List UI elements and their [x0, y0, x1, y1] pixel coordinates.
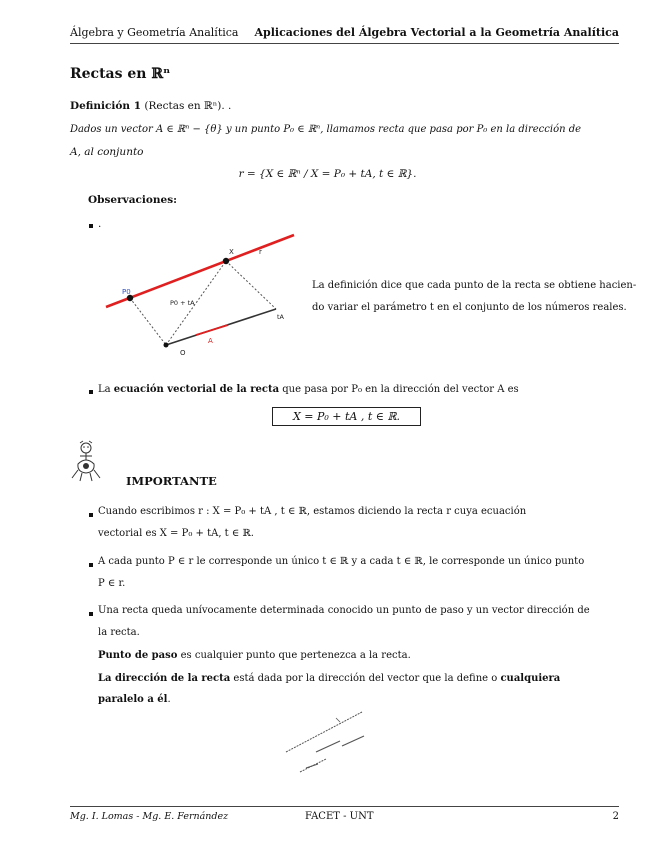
bullet-marker — [89, 563, 93, 567]
punto-de-paso-text — [98, 646, 411, 666]
definition-formula: r = {X ∈ ℝⁿ / X = P₀ + tA, t ∈ ℝ}. — [238, 168, 417, 180]
vector-equation-text — [98, 380, 519, 400]
running-header-left: Álgebra y Geometría Analítica — [70, 26, 239, 39]
punto-de-paso-rest: es cualquier punto que pertenezca a la recta. — [177, 650, 411, 661]
warning-figure-icon — [68, 440, 104, 482]
bullet-marker — [89, 390, 93, 394]
observation-dot: . — [98, 218, 102, 230]
bullet-marker — [89, 513, 93, 517]
definition-line-2: A, al conjunto — [70, 146, 144, 158]
figure-caption-line-2: do variar el parámetro t en el conjunto de los números reales. — [312, 302, 627, 313]
vector-eq-pre: La — [98, 384, 114, 395]
vector-p0 — [130, 298, 166, 345]
direction-text-line-1 — [98, 669, 560, 689]
translation-line — [226, 261, 276, 309]
footer-rule — [70, 806, 619, 807]
point-x — [223, 258, 229, 264]
definition-heading — [70, 96, 231, 116]
vector-eq-post: que pasa por P₀ en la dirección del vector A es — [279, 384, 519, 395]
important-item-1-line-1: Cuando escribimos r : X = P₀ + tA , t ∈ ℝ, estamos diciendo la recta r cuya ecuación — [98, 506, 527, 517]
definition-paren: (Rectas en ℝⁿ). . — [144, 100, 232, 112]
label-a: A — [208, 337, 213, 345]
important-item-2-line-1: A cada punto P ∈ r le corresponde un único t ∈ ℝ y a cada t ∈ ℝ, le corresponde un único punto — [98, 556, 585, 567]
header-rule — [70, 43, 619, 44]
direction-bold-2: cualquiera — [500, 673, 561, 684]
direction-text-line-2 — [98, 690, 171, 710]
figure-caption-line-1: La definición dice que cada punto de la recta se obtiene hacien- — [312, 280, 637, 291]
punto-de-paso-bold: Punto de paso — [98, 650, 178, 661]
parallel-lines-figure — [282, 708, 368, 778]
definition-line-1: Dados un vector A ∈ ℝⁿ − {θ} y un punto P₀ ∈ ℝⁿ, llamamos recta que pasa por P₀ en la dirección de — [70, 124, 582, 135]
label-p0: P0 — [122, 288, 131, 296]
observations-title: Observaciones: — [88, 194, 178, 206]
label-o: O — [180, 349, 186, 357]
boxed-equation: X = P₀ + tA , t ∈ ℝ. — [272, 407, 421, 426]
important-item-3-line-1: Una recta queda unívocamente determinada conocido un punto de paso y un vector dirección de — [98, 605, 590, 616]
direction-line-2-end: . — [167, 694, 171, 705]
direction-line-2-bold: paralelo a él — [98, 694, 168, 705]
label-p0-ta: P0 + tA — [170, 299, 195, 307]
bullet-marker — [89, 224, 93, 228]
important-item-3-line-2: la recta. — [98, 627, 140, 638]
vector-eq-bold: ecuación vectorial de la recta — [113, 384, 280, 395]
line-figure — [100, 226, 300, 360]
definition-label: Definición 1 — [70, 100, 142, 112]
label-r: r — [259, 248, 262, 256]
important-item-2-line-2: P ∈ r. — [98, 578, 126, 589]
label-ta: tA — [277, 313, 284, 321]
point-origin — [164, 343, 169, 348]
running-header-right: Aplicaciones del Álgebra Vectorial a la Geometría Analítica — [254, 26, 619, 39]
direction-bold: La dirección de la recta — [98, 673, 231, 684]
label-x: X — [229, 248, 234, 256]
important-item-1-line-2: vectorial es X = P₀ + tA, t ∈ ℝ. — [98, 528, 254, 539]
important-title: IMPORTANTE — [126, 474, 217, 488]
page-number: 2 — [612, 811, 619, 822]
section-title: Rectas en ℝⁿ — [70, 66, 171, 82]
line-r — [106, 235, 294, 307]
direction-mid: está dada por la dirección del vector que la define o — [230, 673, 501, 684]
bullet-marker — [89, 612, 93, 616]
vector-a — [196, 325, 228, 335]
footer-authors: Mg. I. Lomas - Mg. E. Fernández — [70, 811, 229, 822]
footer-institution: FACET - UNT — [305, 811, 374, 822]
